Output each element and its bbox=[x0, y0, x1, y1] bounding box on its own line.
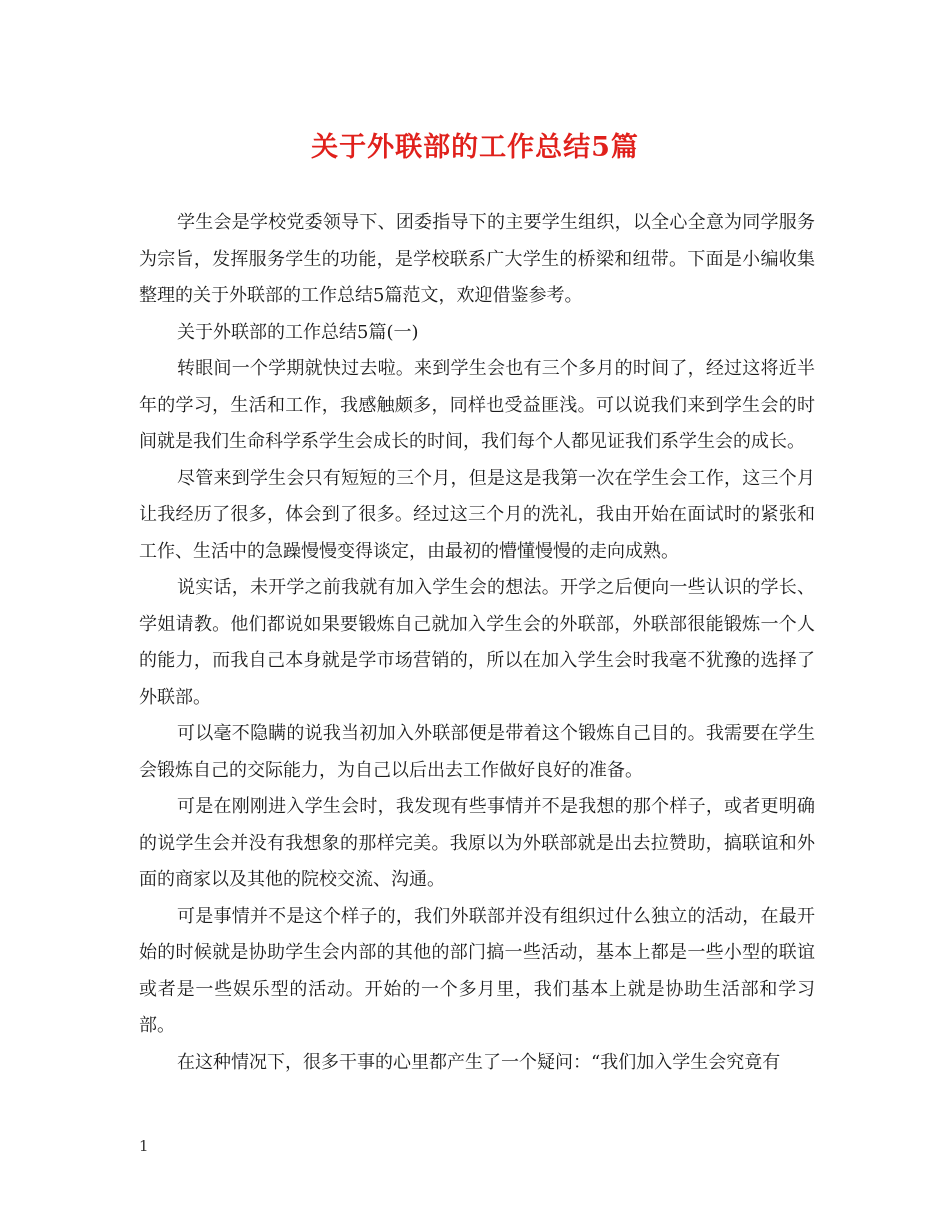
document-title: 关于外联部的工作总结5篇 bbox=[311, 132, 639, 163]
paragraph: 可以毫不隐瞒的说我当初加入外联部便是带着这个锻炼自己目的。我需要在学生会锻炼自己的交际能力，为自己以后出去工作做好良好的准备。 bbox=[139, 723, 815, 781]
paragraph: 在这种情况下，很多干事的心里都产生了一个疑问：“我们加入学生会究竟有 bbox=[177, 1051, 781, 1073]
paragraph: 可是在刚刚进入学生会时，我发现有些事情并不是我想的那个样子，或者更明确的说学生会并没有我想象的那样完美。我原以为外联部就是出去拉赞助，搞联谊和外面的商家以及其他的院校交流、沟通。 bbox=[139, 796, 815, 890]
section-heading: 关于外联部的工作总结5篇(一) bbox=[177, 321, 419, 343]
paragraph: 说实话，未开学之前我就有加入学生会的想法。开学之后便向一些认识的学长、学姐请教。他们都说如果要锻炼自己就加入学生会的外联部，外联部很能锻炼一个人的能力，而我自己本身就是学市场营销的，所以在加入学生会时我毫不犹豫的选择了外联部。 bbox=[139, 577, 815, 708]
page-number: 1 bbox=[139, 1137, 149, 1155]
paragraph: 尽管来到学生会只有短短的三个月，但是这是我第一次在学生会工作，这三个月让我经历了很多，体会到了很多。经过这三个月的洗礼，我由开始在面试时的紧张和工作、生活中的急躁慢慢变得谈定，由最初的懵懂慢慢的走向成熟。 bbox=[139, 467, 815, 562]
document-body bbox=[139, 205, 815, 1081]
paragraph-intro: 学生会是学校党委领导下、团委指导下的主要学生组织，以全心全意为同学服务为宗旨，发挥服务学生的功能，是学校联系广大学生的桥梁和纽带。下面是小编收集整理的关于外联部的工作总结5篇范文，欢迎借鉴参考。 bbox=[139, 212, 815, 306]
paragraph: 可是事情并不是这个样子的，我们外联部并没有组织过什么独立的活动，在最开始的时候就是协助学生会内部的其他的部门搞一些活动，基本上都是一些小型的联谊或者是一些娱乐型的活动。开始的一个多月里，我们基本上就是协助生活部和学习部。 bbox=[139, 905, 815, 1036]
paragraph: 转眼间一个学期就快过去啦。来到学生会也有三个多月的时间了，经过这将近半年的学习，生活和工作，我感触颇多，同样也受益匪浅。可以说我们来到学生会的时间就是我们生命科学系学生会成长的时间，我们每个人都见证我们系学生会的成长。 bbox=[139, 358, 815, 452]
